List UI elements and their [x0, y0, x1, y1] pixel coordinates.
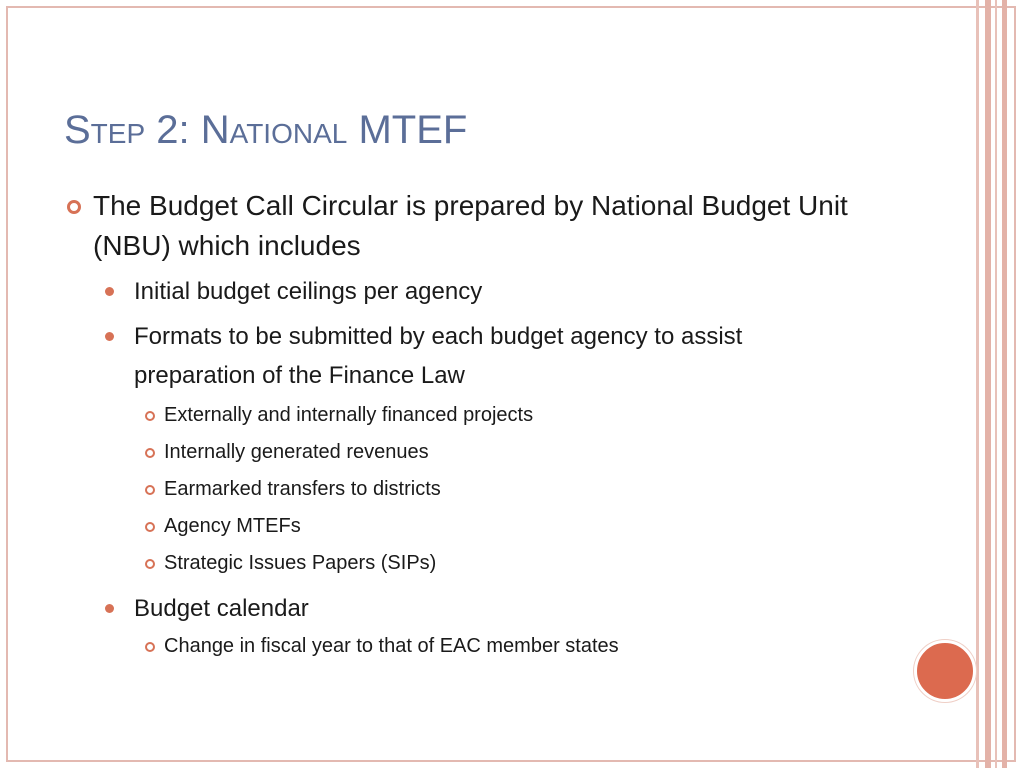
bullet-level-3: [64, 397, 854, 434]
bullet-text: Externally and internally financed projects: [164, 404, 534, 426]
bullet-text: Initial budget ceilings per agency: [134, 278, 483, 305]
bullet-level-2: [64, 272, 854, 311]
dot-bullet-icon: [105, 604, 114, 613]
bullet-text: Formats to be submitted by each budget agency to assist preparation of the Finance Law: [134, 323, 743, 389]
bullet-level-3: [64, 434, 854, 471]
bullet-level-2: [64, 317, 854, 395]
slide-body: [64, 186, 854, 665]
bullet-level-1: [64, 186, 854, 266]
bullet-text: Agency MTEFs: [164, 515, 301, 537]
ring-bullet-icon: [145, 411, 155, 421]
dot-bullet-icon: [105, 287, 114, 296]
bullet-level-3: [64, 508, 854, 545]
decorative-stripe: [976, 0, 979, 768]
ring-bullet-icon: [67, 200, 81, 214]
bullet-text: Strategic Issues Papers (SIPs): [164, 552, 437, 574]
bullet-text: Earmarked transfers to districts: [164, 478, 441, 500]
ring-bullet-icon: [145, 485, 155, 495]
bullet-level-2: [64, 589, 854, 628]
ring-bullet-icon: [145, 522, 155, 532]
decorative-circle: [914, 640, 976, 702]
bullet-text: Change in fiscal year to that of EAC member states: [164, 635, 619, 657]
bullet-level-3: [64, 471, 854, 508]
bullet-text: Internally generated revenues: [164, 441, 429, 463]
dot-bullet-icon: [105, 332, 114, 341]
decorative-stripe: [995, 0, 997, 768]
ring-bullet-icon: [145, 642, 155, 652]
decorative-stripe: [1002, 0, 1007, 768]
bullet-text: The Budget Call Circular is prepared by National Budget Unit (NBU) which includes: [93, 190, 848, 261]
bullet-text: Budget calendar: [134, 595, 309, 622]
slide-title: Step 2: National MTEF: [64, 108, 468, 152]
decorative-stripe: [985, 0, 991, 768]
bullet-level-3: [64, 628, 854, 665]
ring-bullet-icon: [145, 559, 155, 569]
ring-bullet-icon: [145, 448, 155, 458]
bullet-level-3: [64, 545, 854, 582]
